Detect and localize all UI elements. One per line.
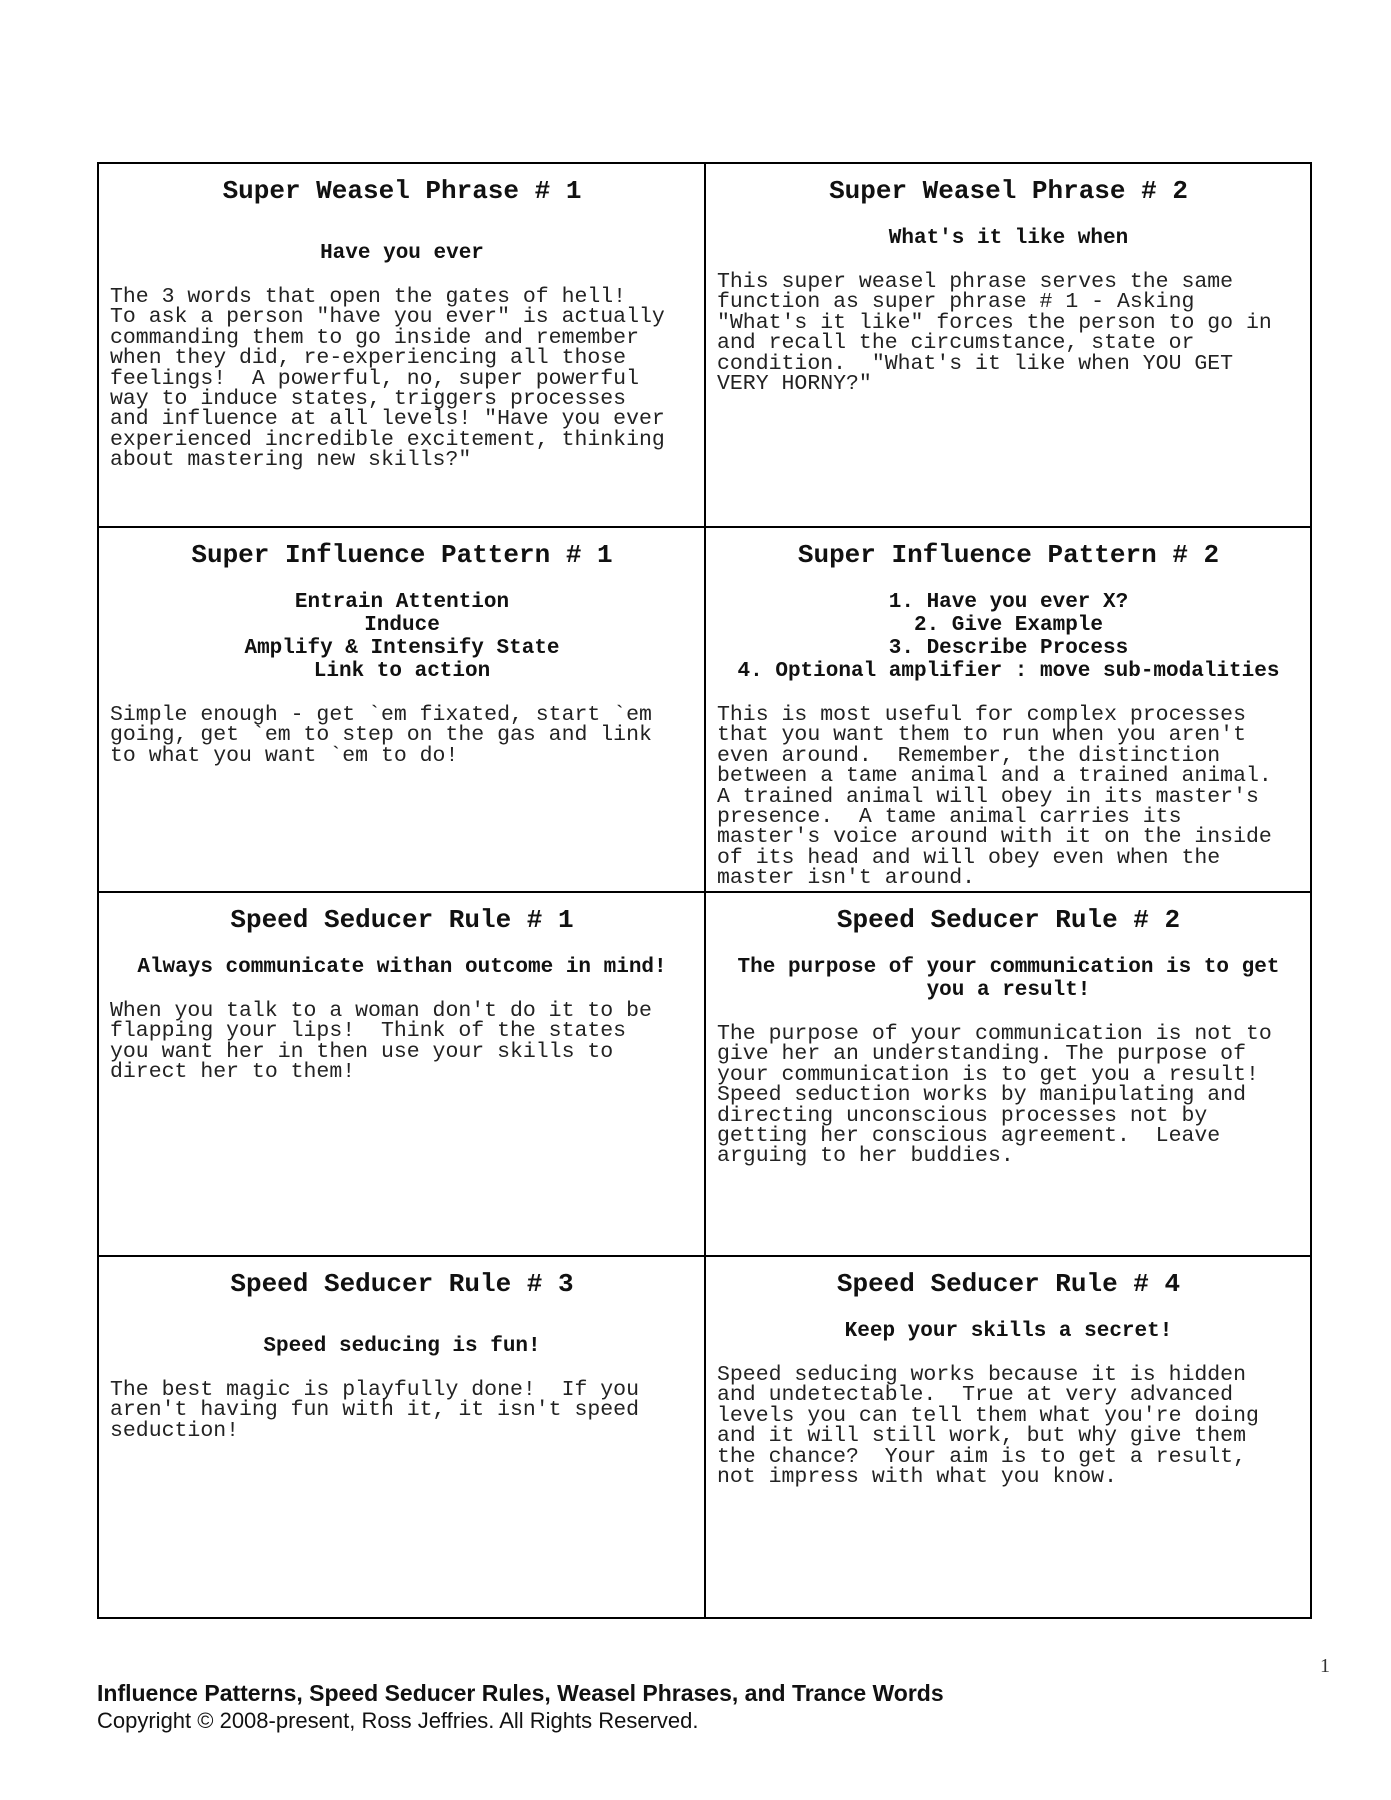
card — [706, 1257, 1310, 1617]
body-line: direct her to them! — [110, 1060, 356, 1085]
card-body — [717, 705, 1300, 889]
card-subtitle — [717, 227, 1300, 250]
body-line: your communication is to get you a result! — [717, 1062, 1259, 1087]
body-line: When you talk to a woman don't do it to be — [110, 999, 652, 1023]
body-line: The best magic is playfully done! If you — [110, 1378, 639, 1402]
subtitle-line: Have you ever — [320, 242, 484, 265]
body-line: that you want them to run when you aren't — [717, 723, 1246, 748]
subtitle-line: 3. Describe Process — [888, 637, 1129, 660]
body-line: seduction! — [110, 1418, 240, 1443]
body-line: levels you can tell them what you're doing — [717, 1403, 1259, 1428]
card — [706, 893, 1310, 1257]
subtitle-line: Speed seducing is fun! — [263, 1335, 541, 1358]
card-body — [717, 1024, 1300, 1167]
body-line: feelings! A powerful, no, super powerful — [110, 366, 639, 391]
card-body — [717, 270, 1300, 397]
body-line: flapping your lips! Think of the states — [110, 1019, 627, 1044]
body-line: master isn't around. — [717, 866, 976, 891]
card-subtitle — [110, 956, 694, 979]
card-title: Super Influence Pattern # 2 — [797, 540, 1220, 570]
body-line: about mastering new skills?" — [110, 448, 472, 473]
card-subtitle — [717, 591, 1300, 683]
body-line: and influence at all levels! "Have you ever — [110, 407, 665, 432]
cards-grid — [97, 162, 1312, 1619]
footer-title: Influence Patterns, Speed Seducer Rules, Weasel Phrases, and Trance Words — [97, 1680, 944, 1706]
body-line: going, get `em to step on the gas and link — [110, 723, 652, 748]
subtitle-line: Keep your skills a secret! — [844, 1320, 1173, 1343]
body-line: Speed seduction works by manipulating and — [717, 1083, 1246, 1108]
body-line: To ask a person "have you ever" is actually — [110, 305, 665, 330]
body-line: This is most useful for complex processes — [717, 703, 1246, 727]
subtitle-line: Always communicate withan outcome in mind! — [137, 956, 667, 979]
card — [99, 1257, 706, 1617]
body-line: aren't having fun with it, it isn't speed — [110, 1398, 639, 1423]
body-line: condition. "What's it like when YOU GET — [717, 351, 1234, 376]
subtitle-line: 2. Give Example — [913, 614, 1104, 637]
page-number: 1 — [1320, 1655, 1330, 1677]
body-line: directing unconscious processes not by — [717, 1103, 1208, 1128]
card-subtitle — [110, 1335, 694, 1358]
card-title: Super Weasel Phrase # 1 — [222, 176, 582, 206]
card-body — [110, 705, 694, 766]
subtitle-line: 1. Have you ever X? — [888, 591, 1129, 614]
body-line: Speed seducing works because it is hidden — [717, 1363, 1246, 1387]
body-line: between a tame animal and a trained animal. — [717, 764, 1272, 789]
body-line: commanding them to go inside and remember — [110, 325, 639, 350]
body-line: This super weasel phrase serves the same — [717, 270, 1234, 294]
body-line: and recall the circumstance, state or — [717, 331, 1195, 356]
subtitle-line: Induce — [364, 614, 440, 637]
body-line: experienced incredible excitement, thinking — [110, 427, 665, 452]
card-title: Super Weasel Phrase # 2 — [829, 176, 1188, 206]
subtitle-line: Amplify & Intensify State — [244, 637, 560, 660]
card — [99, 893, 706, 1257]
body-line: A trained animal will obey in its master's — [717, 784, 1259, 809]
body-line: way to induce states, triggers processes — [110, 387, 627, 412]
body-line: and it will still work, but why give them — [717, 1424, 1246, 1449]
card-title: Speed Seducer Rule # 2 — [836, 905, 1181, 935]
body-line: VERY HORNY?" — [717, 372, 872, 397]
body-line: "What's it like" forces the person to go in — [717, 310, 1272, 335]
body-line: getting her conscious agreement. Leave — [717, 1124, 1221, 1149]
card — [706, 528, 1310, 893]
subtitle-line: Entrain Attention — [294, 591, 510, 614]
card-body — [717, 1363, 1300, 1490]
body-line: not impress with what you know. — [717, 1465, 1117, 1490]
card-subtitle — [717, 956, 1300, 1002]
card-title: Speed Seducer Rule # 4 — [836, 1269, 1181, 1299]
body-line: to what you want `em to do! — [110, 743, 459, 768]
card-subtitle — [717, 1320, 1300, 1343]
card-subtitle — [110, 591, 694, 683]
card-title: Speed Seducer Rule # 3 — [230, 1269, 574, 1299]
body-line: The purpose of your communication is not to — [717, 1022, 1272, 1046]
subtitle-line: 4. Optional amplifier : move sub-modalities — [737, 660, 1280, 683]
body-line: when they did, re-experiencing all those — [110, 346, 627, 371]
body-line: arguing to her buddies. — [717, 1144, 1014, 1169]
body-line: even around. Remember, the distinction — [717, 743, 1221, 768]
body-line: presence. A tame animal carries its — [717, 805, 1182, 830]
subtitle-line: Link to action — [313, 660, 491, 683]
body-line: master's voice around with it on the inside — [717, 825, 1272, 850]
body-line: The 3 words that open the gates of hell! — [110, 285, 627, 309]
card-subtitle — [110, 242, 694, 265]
card-body — [110, 1001, 694, 1083]
body-line: and undetectable. True at very advanced — [717, 1383, 1234, 1408]
card — [99, 164, 706, 528]
subtitle-line: The purpose of your communication is to get — [737, 956, 1280, 979]
body-line: the chance? Your aim is to get a result, — [717, 1444, 1246, 1469]
subtitle-line: What's it like when — [888, 227, 1129, 250]
subtitle-line: you a result! — [926, 979, 1091, 1002]
body-line: give her an understanding. The purpose of — [717, 1042, 1246, 1067]
card — [706, 164, 1310, 528]
card-title: Speed Seducer Rule # 1 — [230, 905, 574, 935]
card-body — [110, 287, 694, 471]
footer-copyright: Copyright © 2008-present, Ross Jeffries. All Rights Reserved. — [97, 1708, 699, 1733]
card-body — [110, 1380, 694, 1441]
card-title: Super Influence Pattern # 1 — [191, 540, 613, 570]
body-line: of its head and will obey even when the — [717, 845, 1221, 870]
body-line: Simple enough - get `em fixated, start `em — [110, 703, 652, 727]
card — [99, 528, 706, 893]
body-line: you want her in then use your skills to — [110, 1039, 614, 1064]
body-line: function as super phrase # 1 - Asking — [717, 290, 1195, 315]
